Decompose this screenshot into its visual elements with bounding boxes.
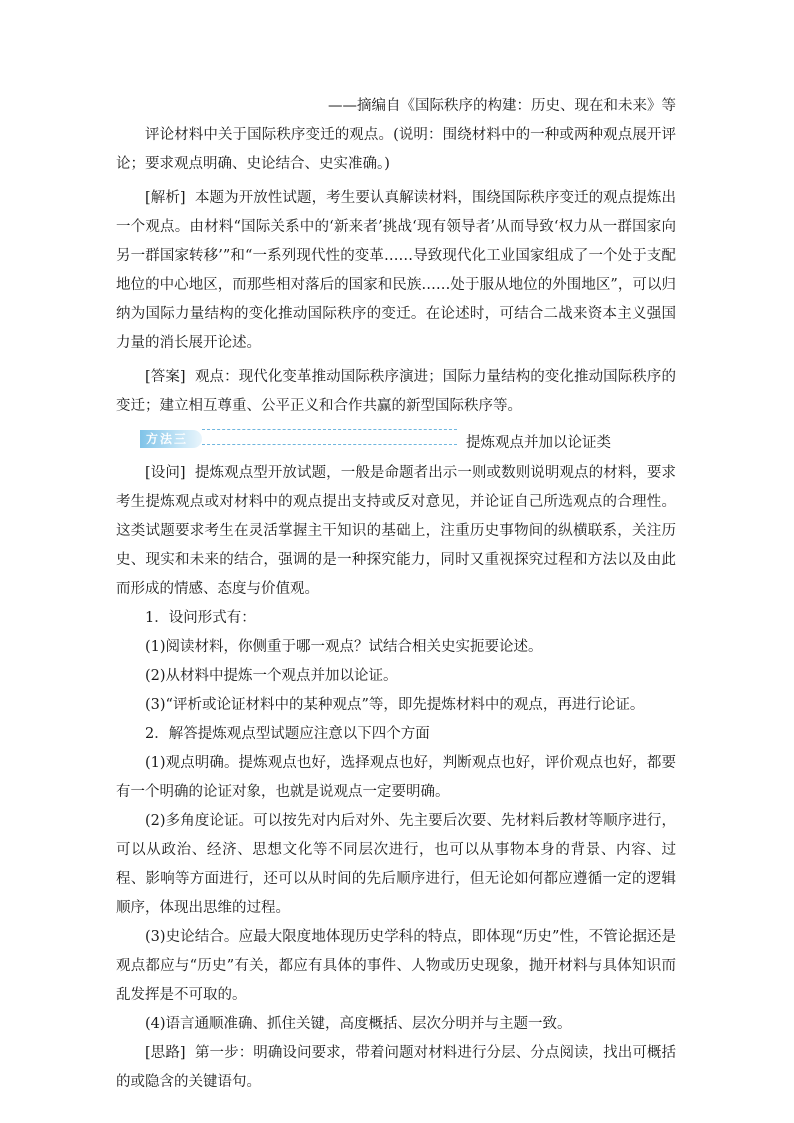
aspects-item-1: (1)观点明确。提炼观点也好，选择观点也好，判断观点也好，评价观点也好，都要有一个明确的论证对象，也就是说观点一定要明确。 xyxy=(116,755,676,800)
forms-item-3: (3)“评析或论证材料中的某种观点”等，即先提炼材料中的观点，再进行论证。 xyxy=(145,697,645,713)
aspects-item-4: (4)语言通顺准确、抓住关键，高度概括、层次分明并与主题一致。 xyxy=(145,1016,572,1032)
source-attribution: ——摘编自《国际秩序的构建：历史、现在和未来》等 xyxy=(328,98,676,114)
setup-text: 提炼观点型开放试题，一般是命题者出示一则或数则说明观点的材料，要求考生提炼观点或对材料中的观点提出支持或反对意见，并论证自己所选观点的合理性。这类试题要求考生在灵活掌握主干知识的基础上，注重历史事物间的纵横联系，关注历史、现实和未来的结合，强调的是一种探究能力，同时又重视探究过程和方法以及由此而形成的情感、态度与价值观。 xyxy=(116,465,677,597)
setup-paragraph xyxy=(116,459,676,604)
aspects-heading: 2．解答提炼观点型试题应注意以下四个方面 xyxy=(145,726,430,742)
thinking-text: 第一步：明确设问要求，带着问题对材料进行分层、分点阅读，找出可概括的或隐含的关键语句。 xyxy=(116,1045,677,1090)
answer-paragraph xyxy=(116,363,676,421)
method-badge: 方法三 xyxy=(140,430,202,448)
method-dashed-rule xyxy=(202,429,457,445)
forms-item-2: (2)从材料中提炼一个观点并加以论证。 xyxy=(145,668,398,684)
forms-item-1: (1)阅读材料，你侧重于哪一观点？试结合相关史实扼要论述。 xyxy=(145,639,543,655)
method-header xyxy=(116,425,676,457)
thinking-tag: [思路] xyxy=(145,1045,186,1061)
aspects-item-3: (3)史论结合。应最大限度地体现历史学科的特点，即体现“历史”性，不管论据还是观点都应与“历史”有关，都应有具体的事件、人物或历史现象，抛开材料与具体知识而乱发挥是不可取的。 xyxy=(116,929,676,1003)
answer-text: 观点：现代化变革推动国际秩序演进；国际力量结构的变化推动国际秩序的变迁；建立相互尊重、公平正义和合作共赢的新型国际秩序等。 xyxy=(116,369,677,414)
forms-heading: 1．设问形式有： xyxy=(145,610,256,626)
method-title: 提炼观点并加以论证类 xyxy=(466,435,611,451)
aspects-item-2: (2)多角度论证。可以按先对内后对外、先主要后次要、先材料后教材等顺序进行，可以从政治、经济、思想文化等不同层次进行，也可以从事物本身的背景、内容、过程、影响等方面进行，还可以从时间的先后顺序进行，但无论如何都应遵循一定的逻辑顺序，体现出思维的过程。 xyxy=(116,813,676,916)
thinking-paragraph xyxy=(116,1039,676,1097)
analysis-text: 本题为开放性试题，考生要认真解读材料，围绕国际秩序变迁的观点提炼出一个观点。由材料“国际关系中的‘新来者’挑战‘现有领导者’从而导致‘权力从一群国家向另一群国家转移’”和“一系列现代性的变革……导致现代化工业国家组成了一个处于支配地位的中心地区，而那些相对落后的国家和民族……处于服从地位的外围地区”，可以归纳为国际力量结构的变化推动国际秩序的变迁。在论述时，可结合二战来资本主义强国力量的消长展开论述。 xyxy=(116,190,677,351)
document-body xyxy=(116,92,676,1097)
analysis-tag: [解析] xyxy=(145,190,186,206)
answer-tag: [答案] xyxy=(145,369,186,385)
analysis-paragraph xyxy=(116,184,676,358)
setup-tag: [设问] xyxy=(145,465,186,481)
question-line: 评论材料中关于国际秩序变迁的观点。(说明：围绕材料中的一种或两种观点展开评论；要求观点明确、史论结合、史实准确。) xyxy=(116,127,676,172)
